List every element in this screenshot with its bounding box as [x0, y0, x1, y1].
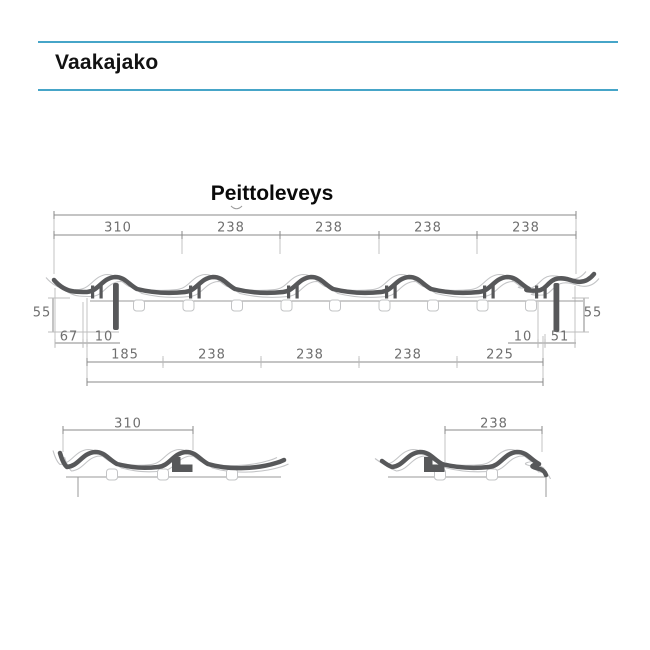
dim-label-bottom-3: 238 [296, 347, 324, 363]
dim-label-top-1: 310 [104, 220, 132, 236]
dim-label-height-left: 55 [32, 305, 52, 321]
dim-label-top-5: 238 [512, 220, 540, 236]
dim-label-bottom-5: 225 [486, 347, 514, 363]
dim-label-right-10: 10 [513, 329, 533, 345]
dim-label-bottom-1: 185 [111, 347, 139, 363]
dim-label-height-right: 55 [583, 305, 603, 321]
dim-label-left-67: 67 [59, 329, 79, 345]
dim-label-top-4: 238 [414, 220, 442, 236]
dim-label-bottom-4: 238 [394, 347, 422, 363]
dim-label-top-2: 238 [217, 220, 245, 236]
tile-profile-detail-right [375, 450, 551, 498]
figure-title: Peittoleveys [210, 182, 334, 205]
dim-label-left-10: 10 [94, 329, 114, 345]
page-title: Vaakajako [55, 51, 159, 74]
dim-label-right-51: 51 [550, 329, 570, 345]
dim-label-detail-right: 238 [480, 416, 508, 432]
tile-profile-main [46, 272, 599, 333]
drawing-marks [231, 206, 242, 209]
dim-label-detail-left: 310 [114, 416, 142, 432]
dim-label-top-3: 238 [315, 220, 343, 236]
tile-profile-detail-left [53, 450, 289, 498]
dim-label-bottom-2: 238 [198, 347, 226, 363]
